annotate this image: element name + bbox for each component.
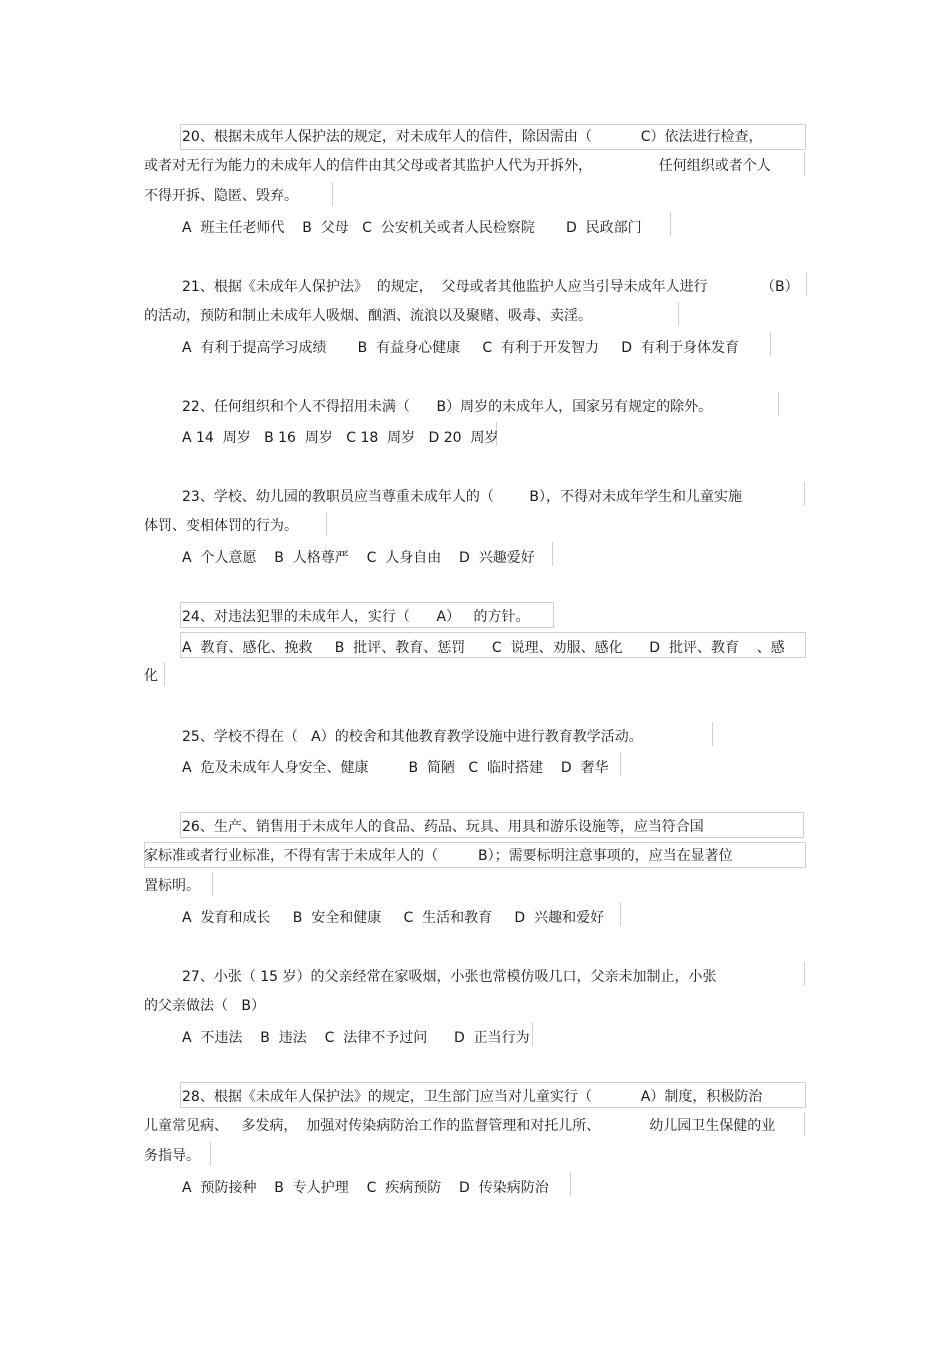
frame-tick — [804, 962, 805, 986]
frame-tick — [804, 152, 805, 176]
question-27-options: A 不违法 B 违法 C 法律不予过问 D 正当行为 — [182, 1030, 530, 1046]
question-26-line-1: 26、生产、销售用于未成年人的食品、药品、玩具、用具和游乐设施等，应当符合国 — [182, 819, 704, 835]
question-28-line-2: 儿童常见病、 多发病， 加强对传染病防治工作的监督管理和对托儿所、 幼儿园卫生保健的业 — [144, 1118, 776, 1134]
question-21-options: A 有利于提高学习成绩 B 有益身心健康 C 有利于开发智力 D 有利于身体发育 — [182, 340, 739, 356]
question-21-line-1: 21、根据《未成年人保护法》 的规定， 父母或者其他监护人应当引导未成年人进行 （B） — [182, 279, 799, 295]
frame-tick — [164, 662, 165, 686]
frame-tick — [620, 752, 621, 776]
frame-tick — [332, 182, 333, 206]
question-21-line-2: 的活动，预防和制止未成年人吸烟、酗酒、流浪以及聚赌、吸毒、卖淫。 — [144, 308, 592, 324]
question-24-options: A 教育、感化、挽救 B 批评、教育、惩罚 C 说理、劝服、感化 D 批评、教育 、感 — [182, 640, 785, 656]
question-23-line-1: 23、学校、幼儿园的教职员应当尊重未成年人的（ B），不得对未成年学生和儿童实施 — [182, 489, 743, 505]
frame-tick — [804, 482, 805, 506]
question-20-options: A 班主任老师代 B 父母 C 公安机关或者人民检察院 D 民政部门 — [182, 220, 642, 236]
question-20-line-3: 不得开拆、隐匿、毁弃。 — [144, 188, 298, 204]
question-23-line-2: 体罚、变相体罚的行为。 — [144, 518, 298, 534]
frame-tick — [712, 722, 713, 746]
question-25-line-1: 25、学校不得在（ A）的校舍和其他教育教学设施中进行教育教学活动。 — [182, 729, 643, 745]
question-26-line-3: 置标明。 — [144, 878, 200, 894]
question-20-line-2: 或者对无行为能力的未成年人的信件由其父母或者其监护人代为开拆外， 任何组织或者个人 — [144, 158, 771, 174]
frame-tick — [552, 542, 553, 566]
question-25-options: A 危及未成年人身安全、健康 B 简陋 C 临时搭建 D 奢华 — [182, 760, 609, 776]
frame-tick — [770, 332, 771, 356]
frame-tick — [212, 872, 213, 896]
frame-tick — [532, 1022, 533, 1046]
question-22-line-1: 22、任何组织和个人不得招用未满（ B）周岁的未成年人，国家另有规定的除外。 — [182, 399, 713, 415]
question-28-line-3: 务指导。 — [144, 1148, 200, 1164]
question-27-line-2: 的父亲做法（ B） — [144, 998, 265, 1014]
question-24-options-cont: 化 — [144, 668, 158, 684]
question-26-options: A 发育和成长 B 安全和健康 C 生活和教育 D 兴趣和爱好 — [182, 910, 605, 926]
frame-tick — [210, 1142, 211, 1166]
frame-tick — [778, 392, 779, 416]
question-24-line-1: 24、对违法犯罪的未成年人，实行（ A） 的方针。 — [182, 609, 530, 625]
frame-tick — [620, 902, 621, 926]
question-20-line-1: 20、根据未成年人保护法的规定，对未成年人的信件，除因需由（ C）依法进行检查， — [182, 129, 763, 145]
question-23-options: A 个人意愿 B 人格尊严 C 人身自由 D 兴趣爱好 — [182, 550, 535, 566]
frame-tick — [804, 1112, 805, 1136]
question-28-line-1: 28、根据《未成年人保护法》的规定，卫生部门应当对儿童实行（ A）制度，积极防治 — [182, 1089, 763, 1105]
question-22-options: A 14 周岁 B 16 周岁 C 18 周岁 D 20 周岁 — [182, 430, 499, 446]
frame-tick — [678, 302, 679, 326]
frame-tick — [670, 212, 671, 236]
question-27-line-1: 27、小张（ 15 岁）的父亲经常在家吸烟，小张也常模仿吸几口，父亲未加制止，小张 — [182, 969, 717, 985]
frame-tick — [806, 272, 807, 296]
question-28-options: A 预防接种 B 专人护理 C 疾病预防 D 传染病防治 — [182, 1180, 549, 1196]
frame-tick — [570, 1172, 571, 1196]
frame-tick — [326, 512, 327, 536]
question-26-line-2: 家标准或者行业标准，不得有害于未成年人的（ B）；需要标明注意事项的，应当在显著位 — [144, 848, 733, 864]
